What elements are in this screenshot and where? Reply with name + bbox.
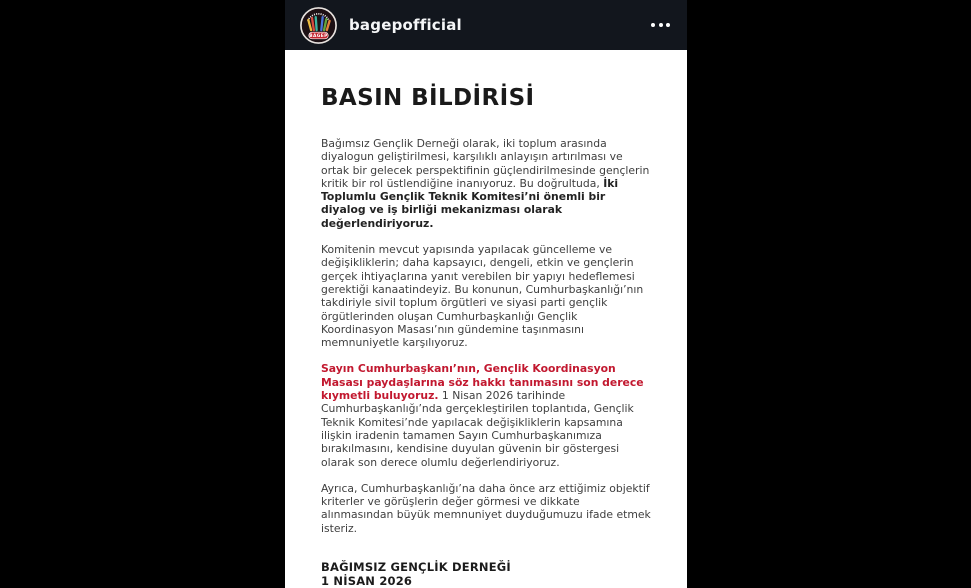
more-options-icon[interactable] [649, 17, 672, 33]
paragraph-1-bold: İki Toplumlu Gençlik Teknik Komitesi’ni önemli bir diyalog ve iş birliği mekanizması olarak değerlendiriyoruz. [321, 176, 619, 230]
logo-badge-text: BAGEP [309, 33, 328, 39]
bagep-logo-icon[interactable] [300, 7, 337, 44]
paragraph-3 [321, 362, 652, 468]
paragraph-1-regular: Bağımsız Gençlik Derneği olarak, iki toplum arasında diyalogun geliştirilmesi, karşılıklı anlayışın artırılması ve ortak bir gelecek perspektifinin güçlendirilmesinde gençlerin kritik bir rol üstlendiğine inanıyoruz. Bu doğrultuda, [321, 137, 650, 190]
username[interactable]: bagepofficial [349, 16, 462, 34]
paragraph-2: Komitenin mevcut yapısında yapılacak güncelleme ve değişikliklerin; daha kapsayıcı, dengeli, etkin ve gençlerin gerçek ihtiyaçlarına yanıt verebilen bir yapıyı hedeflemesi gerektiği kanaatindeyiz. Bu konunun, Cumhurbaşkanlığı’nın takdiriyle sivil toplum örgütleri ve siyasi parti gençlik örgütlerinden oluşan Cumhurbaşkanlığı Gençlik Koordinasyon Masası’nın gündemine taşınmasını memnuniyetle karşılıyoruz. [321, 243, 644, 350]
signature-org: BAĞIMSIZ GENÇLİK DERNEĞİ [321, 560, 511, 575]
page-title: BASIN BİLDİRİSİ [321, 85, 535, 111]
dot [666, 23, 670, 27]
paragraph-4: Ayrıca, Cumhurbaşkanlığı’na daha önce arz ettiğimiz objektif kriterler ve görüşlerin değer görmesi ve dikkate alınmasından büyük memnuniyet duyduğumuzu ifade etmek isteriz. [321, 481, 651, 535]
signature-block [321, 560, 652, 588]
dot [659, 23, 663, 27]
post-header [285, 0, 687, 50]
paragraph-1 [321, 137, 652, 230]
paragraph-3-regular: 1 Nisan 2026 tarihinde Cumhurbaşkanlığı’nda gerçekleştirilen toplantıda, Gençlik Teknik Komitesi’nde yapılacak değişikliklerin kapsamına ilişkin iradenin tamamen Sayın Cumhurbaşkanımıza bırakılmasını, kendisine duyulan güvenin bir göstergesi olarak son derece olumlu değerlendiriyoruz. [321, 389, 634, 469]
instagram-post [285, 0, 687, 588]
signature-date: 1 NİSAN 2026 [321, 574, 413, 588]
press-release-body [285, 50, 687, 588]
paragraph-3-red-bold: Sayın Cumhurbaşkanı’nın, Gençlik Koordinasyon Masası paydaşlarına söz hakkı tanımasını son derece kıymetli buluyoruz. [321, 362, 644, 403]
dot [651, 23, 655, 27]
